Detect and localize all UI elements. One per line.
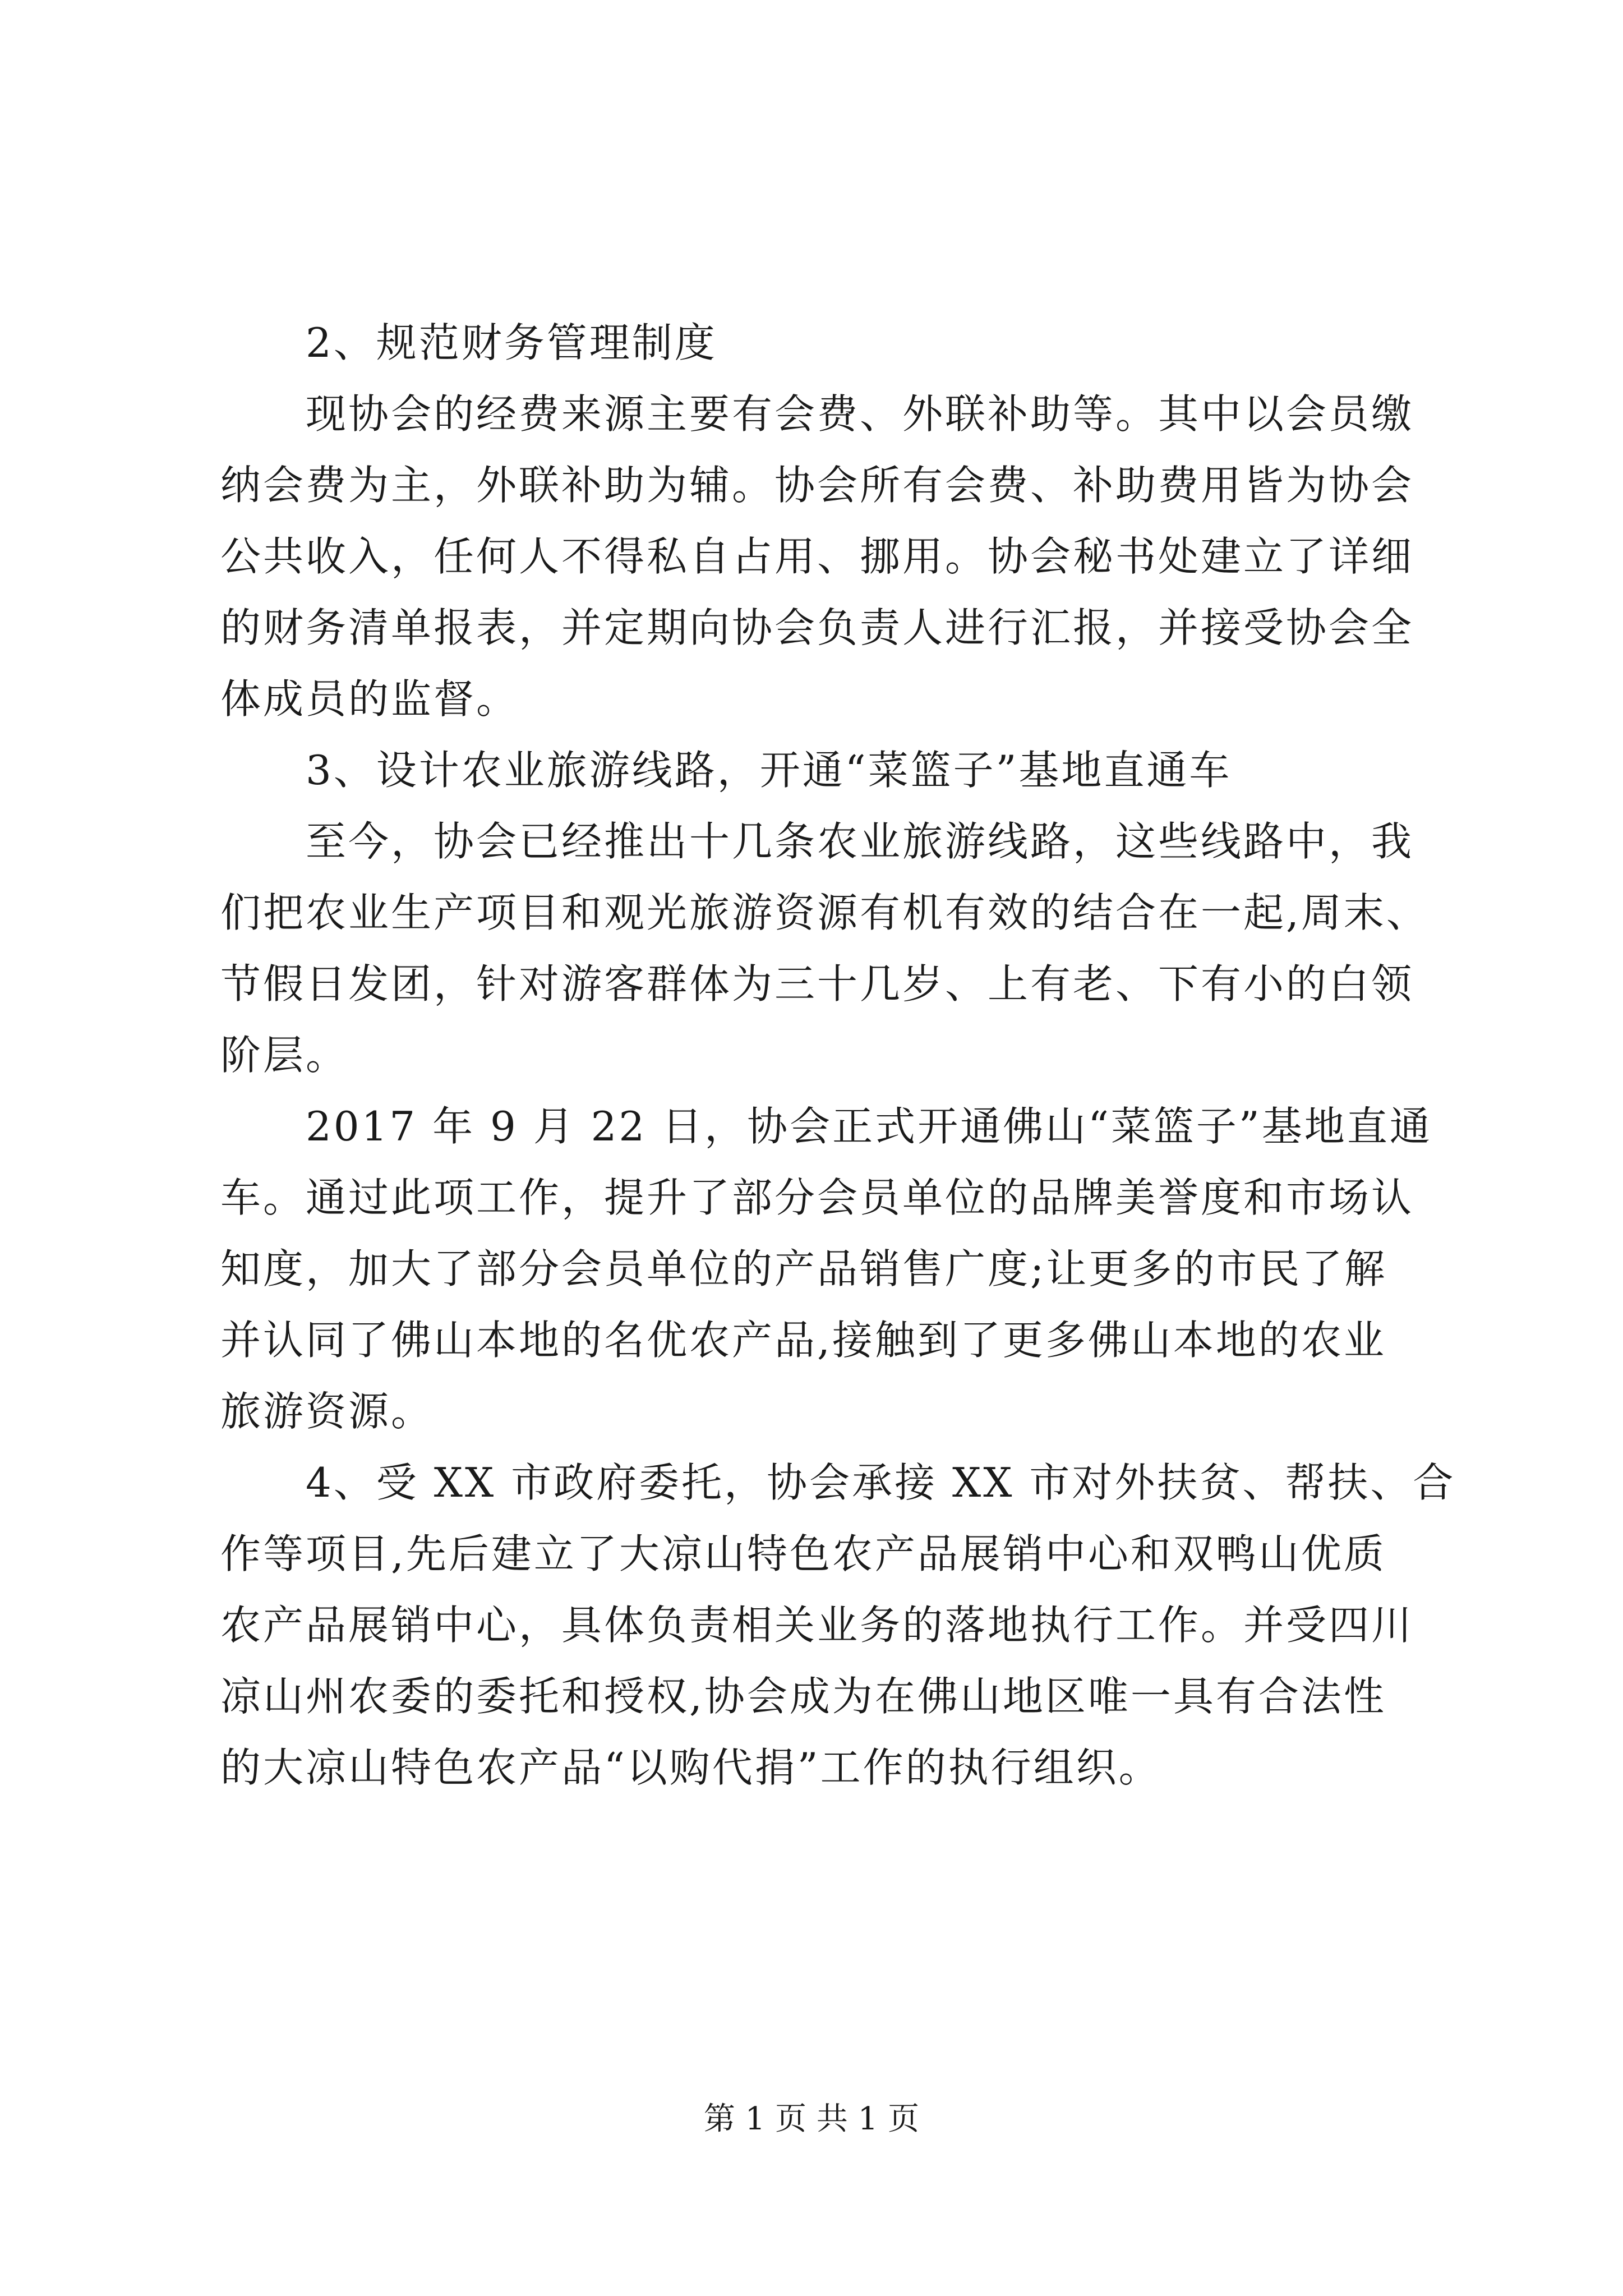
paragraph-line: 旅游资源。 [220, 1388, 434, 1435]
paragraph-line: 凉山州农委的委托和授权,协会成为在佛山地区唯一具有合法性 [220, 1673, 1386, 1720]
paragraph-line: 阶层。 [220, 1032, 349, 1079]
paragraph-line: 农产品展销中心，具体负责相关业务的落地执行工作。并受四川 [220, 1602, 1414, 1649]
paragraph-line: 体成员的监督。 [220, 675, 519, 723]
paragraph-line: 们把农业生产项目和观光旅游资源有机有效的结合在一起,周末、 [220, 889, 1429, 936]
page-number: 第 1 页 共 1 页 [703, 2101, 920, 2137]
paragraph-line: 作等项目,先后建立了大凉山特色农产品展销中心和双鸭山优质 [220, 1530, 1386, 1577]
paragraph-line: 2017 年 9 月 22 日，协会正式开通佛山“菜篮子”基地直通 [306, 1103, 1432, 1150]
paragraph-line: 节假日发团，针对游客群体为三十几岁、上有老、下有小的白领 [220, 960, 1414, 1007]
paragraph-line: 纳会费为主，外联补助为辅。协会所有会费、补助费用皆为协会 [220, 462, 1414, 509]
paragraph-line: 至今，协会已经推出十几条农业旅游线路，这些线路中，我 [306, 818, 1414, 865]
section-heading-4: 4、受 XX 市政府委托，协会承接 XX 市对外扶贫、帮扶、合 [306, 1459, 1456, 1506]
paragraph-line: 公共收入，任何人不得私自占用、挪用。协会秘书处建立了详细 [220, 533, 1414, 580]
paragraph-line: 的大凉山特色农产品“以购代捐”工作的执行组织。 [220, 1744, 1161, 1791]
paragraph-line: 并认同了佛山本地的名优农产品,接触到了更多佛山本地的农业 [220, 1317, 1386, 1364]
paragraph-line: 知度，加大了部分会员单位的产品销售广度;让更多的市民了解 [220, 1245, 1387, 1292]
section-heading-3: 3、设计农业旅游线路，开通“菜篮子”基地直通车 [306, 747, 1232, 794]
paragraph-line: 的财务清单报表，并定期向协会负责人进行汇报，并接受协会全 [220, 604, 1414, 651]
section-heading-2: 2、规范财务管理制度 [306, 319, 717, 366]
paragraph-line: 车。通过此项工作，提升了部分会员单位的品牌美誉度和市场认 [220, 1174, 1414, 1221]
document-body [220, 307, 1456, 1803]
paragraph-line: 现协会的经费来源主要有会费、外联补助等。其中以会员缴 [306, 390, 1414, 438]
